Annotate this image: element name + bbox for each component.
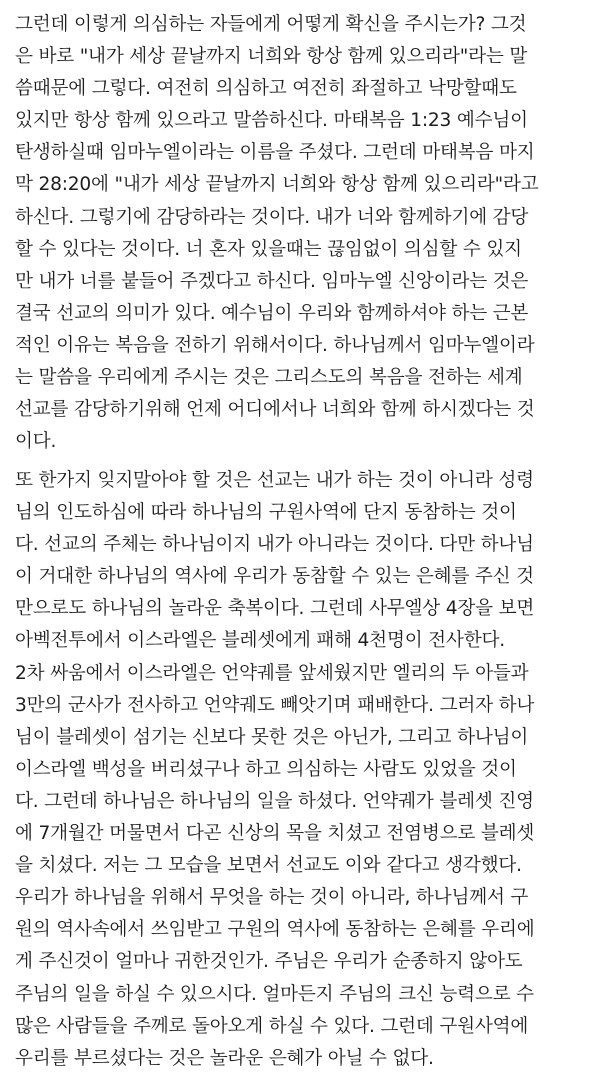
text-line: 할 수 있다는 것이다. 너 혼자 있을때는 끊임없이 의심할 수 있지 — [15, 238, 522, 260]
text-line: 이다. — [15, 431, 57, 453]
paragraph-1 — [15, 9, 595, 458]
text-line: 적인 이유는 복음을 전하기 위해서이다. 하나님께서 임마누엘이라 — [15, 334, 535, 356]
text-line: 그런데 이렇게 의심하는 자들에게 어떻게 확신을 주시는가? 그것 — [15, 14, 527, 35]
text-line: 있지만 항상 함께 있으라고 말씀하신다. 마태복음 1:23 예수님이 — [15, 110, 528, 132]
text-line: 선교를 감당하기위해 언제 어디에서나 너희와 함께 하시겠다는 것 — [15, 399, 535, 421]
text-line: 게 주신것이 얼마나 귀한것인가. 주님은 우리가 순종하지 않아도 — [15, 951, 523, 973]
text-line: 님이 블레셋이 섬기는 신보다 못한 것은 아닌가, 그리고 하나님이 — [15, 726, 529, 748]
text-line: 을 치셨다. 저는 그 모습을 보면서 선교도 이와 같다고 생각했다. — [15, 855, 522, 877]
text-line: 원의 역사속에서 쓰임받고 구원의 역사에 동참하는 은혜를 우리에 — [15, 919, 535, 941]
text-line: 우리가 하나님을 위해서 무엇을 하는 것이 아니라, 하나님께서 구 — [15, 887, 529, 909]
text-line: 이스라엘 백성을 버리셨구나 하고 의심하는 사람도 있었을 것이 — [15, 758, 517, 780]
text-line: 에 7개월간 머물면서 다곤 신상의 목을 치셨고 전염병으로 블레셋 — [15, 823, 535, 845]
text-line: 다. 선교의 주체는 하나님이지 내가 아니라는 것이다. 다만 하나님 — [15, 534, 534, 556]
text-line: 하신다. 그렇기에 감당하라는 것이다. 내가 너와 함께하기에 감당 — [15, 206, 529, 228]
text-line: 다. 그런데 하나님은 하나님의 일을 하셨다. 언약궤가 블레셋 진영 — [15, 790, 534, 812]
text-line: 결국 선교의 의미가 있다. 예수님이 우리와 함께하셔야 하는 근본 — [15, 302, 529, 324]
text-line: 또 한가지 잊지말아야 할 것은 선교는 내가 하는 것이 아니라 성령 — [15, 470, 534, 491]
text-line: 주님의 일을 하실 수 있으시다. 얼마든지 주님의 크신 능력으로 수 — [15, 983, 534, 1005]
text-line: 은 바로 "내가 세상 끝날까지 너희와 항상 함께 있으리라"라는 말 — [15, 46, 528, 68]
text-line: 막 28:20에 "내가 세상 끝날까지 너희와 항상 함께 있으리라"라고 — [15, 174, 539, 196]
text-line: 탄생하실때 임마누엘이라는 이름을 주셨다. 그런데 마태복음 마지 — [15, 142, 535, 164]
text-line: 만으로도 하나님의 놀라운 축복이다. 그런데 사무엘상 4장을 보면 — [15, 598, 535, 620]
text-line: 우리를 부르셨다는 것은 놀라운 은혜가 아닐 수 없다. — [15, 1047, 434, 1069]
text-line: 많은 사람들을 주께로 돌아오게 하실 수 있다. 그런데 구원사역에 — [15, 1015, 529, 1037]
text-line: 만 내가 너를 붙들어 주겠다고 하신다. 임마누엘 신앙이라는 것은 — [15, 270, 529, 292]
text-line: 이 거대한 하나님의 역사에 우리가 동참할 수 있는 은혜를 주신 것 — [15, 566, 534, 588]
text-line: 는 말씀을 우리에게 주시는 것은 그리스도의 복음을 전하는 세계 — [15, 367, 523, 389]
text-line: 씀때문에 그렇다. 여전히 의심하고 여전히 좌절하고 낙망할때도 — [15, 78, 517, 100]
text-line: 님의 인도하심에 따라 하나님의 구원사역에 단지 동참하는 것이 — [15, 502, 517, 524]
paragraph-2 — [15, 465, 595, 1075]
text-line: 2차 싸움에서 이스라엘은 언약궤를 앞세웠지만 엘리의 두 아들과 — [15, 662, 529, 684]
text-line: 3만의 군사가 전사하고 언약궤도 빼앗기며 패배한다. 그러자 하나 — [15, 694, 535, 716]
text-line: 아벡전투에서 이스라엘은 블레셋에게 패해 4천명이 전사한다. — [15, 630, 505, 652]
